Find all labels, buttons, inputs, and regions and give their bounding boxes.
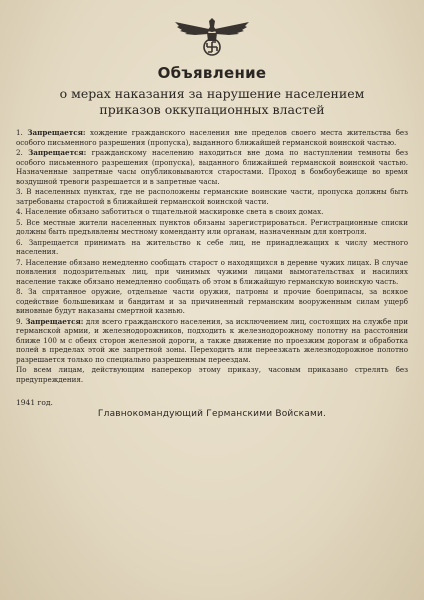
notice-item-3: 3. В населенных пунктах, где не расположены германские воинские части, пропуска должны быть затребованы старостой в ближайшей германской воинской части. xyxy=(16,187,408,206)
subtitle-line-2: приказов оккупационных властей xyxy=(99,102,325,117)
notice-item-5: 5. Все местные жители населенных пунктов обязаны зарегистрироваться. Регистрационные списки должны быть предъявлены местному коменданту или органам, назначенным для контроля. xyxy=(16,217,408,236)
notice-subtitle xyxy=(16,86,408,118)
notice-item-7: 7. Население обязано немедленно сообщать старост о находящихся в деревне чужих лицах. В случае появления подозрительных лиц, при чинимых чужими лицами вымогательствах и насилиях население также обязано немедленно сообщать об этом в ближайшую германскую воинскую часть. xyxy=(16,257,408,286)
notice-items xyxy=(16,128,408,384)
notice-item-8: 8. За спрятанное оружие, отдельные части оружия, патроны и прочие боеприпасы, за всякое содействие большевикам и бандитам и за причиненный германским вооруженным силам ущерб виновные будут наказаны смертной казнью. xyxy=(16,287,408,315)
notice-closing: По всем лицам, действующим наперекор этому приказу, часовым приказано стрелять без предупреждения. xyxy=(16,365,408,384)
notice-item-2: 2. Запрещается: гражданскому населению находиться вне дома по наступлении темноты без особого письменного разрешения (пропуска), выданного ближайшей германской воинской частью. Назначенные запретные часы опубликовываются старостами. Проход в бомбоубежище во время воздушной тревоги разрешается и в запретные часы. xyxy=(16,148,408,186)
notice-item-9: 9. Запрещается: для всего гражданского населения, за исключением лиц, состоящих на службе при германской армии, и железнодорожников, подходить к железнодорожному полотну на расстоянии ближе 100 м с обеих сторон железной дороги, а также движение по проезжим дорогам и обработка полей в пределах этой же запретной зоны. Переходить или переезжать железнодорожное полотно разрешается только по специально разрешенным переездам. xyxy=(16,316,408,364)
notice-item-4: 4. Население обязано заботиться о тщательной маскировке света в своих домах. xyxy=(16,207,324,216)
notice-title: Объявление xyxy=(157,64,267,82)
notice-item-1: 1. Запрещается: хождение гражданского населения вне пределов своего места жительства без особого письменного разрешения (пропуска), выданного ближайшей германской воинской частью. xyxy=(16,128,408,147)
subtitle-line-1: о мерах наказания за нарушение населением xyxy=(59,86,365,101)
eagle-emblem-icon xyxy=(173,14,251,58)
notice-signature: Главнокомандующий Германскими Войсками. xyxy=(97,409,327,419)
notice-year: 1941 год. xyxy=(16,398,53,407)
notice-item-6: 6. Запрещается принимать на жительство к себе лиц, не принадлежащих к числу местного населения. xyxy=(16,237,408,256)
